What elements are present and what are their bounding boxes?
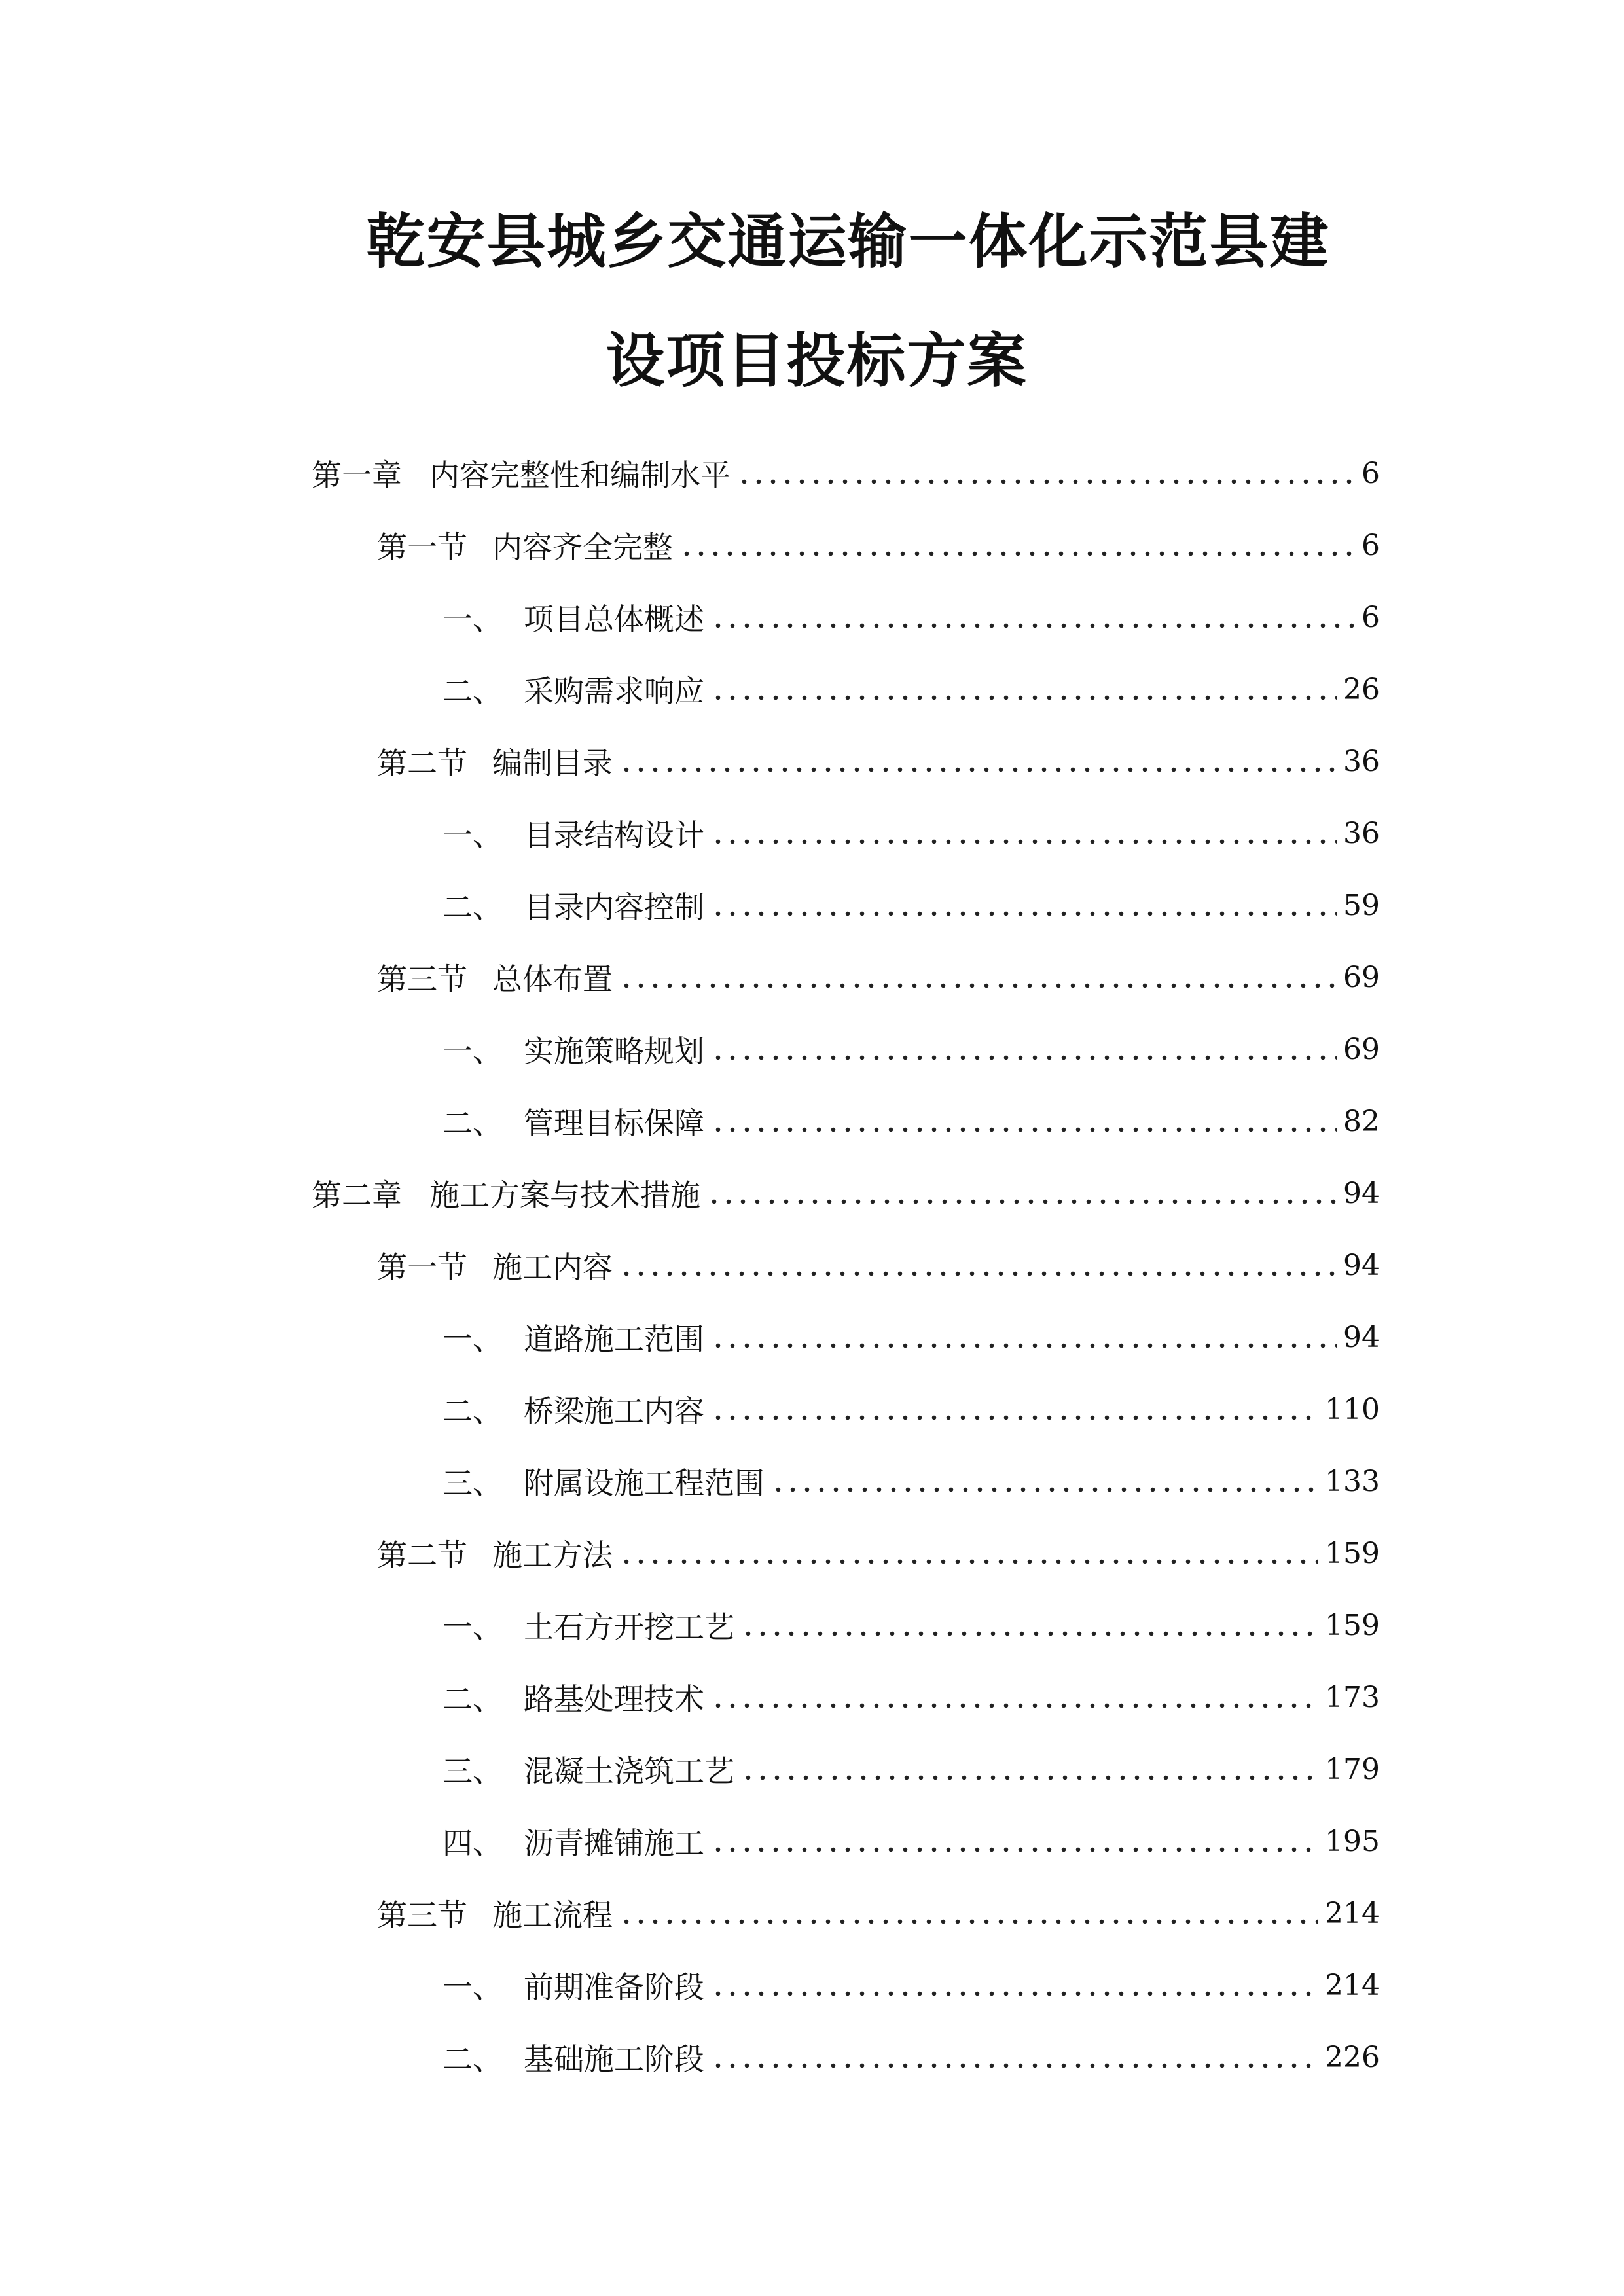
toc-entry-subsection[interactable] [442, 2021, 1380, 2093]
dot-leader [737, 479, 1355, 484]
toc-entry-number: 三、 [442, 1753, 503, 1789]
dot-leader [619, 983, 1337, 988]
toc-page-number: 195 [1325, 1824, 1380, 1858]
toc-entry-text: 编制目录 [492, 745, 613, 781]
dot-leader [711, 1847, 1318, 1852]
toc-entry-text: 采购需求响应 [524, 673, 704, 709]
toc-page-number: 94 [1343, 1176, 1380, 1210]
toc-page-number: 159 [1325, 1536, 1380, 1570]
toc-entry-text: 实施策略规划 [524, 1033, 704, 1069]
dot-leader [711, 695, 1337, 700]
toc-entry-text: 基础施工阶段 [524, 2041, 704, 2077]
toc-entry-text: 项目总体概述 [524, 601, 704, 637]
toc-entry-number: 四、 [442, 1825, 503, 1861]
dot-leader [711, 1991, 1318, 1996]
toc-entry-label [312, 1172, 700, 1215]
toc-entry-number: 二、 [442, 1105, 503, 1141]
toc-entry-number: 一、 [442, 817, 503, 853]
toc-page-number: 26 [1343, 672, 1380, 706]
toc-entry-text: 前期准备阶段 [524, 1969, 704, 2005]
toc-entry-number: 二、 [442, 673, 503, 709]
toc-page-number: 173 [1325, 1680, 1380, 1714]
toc-page-number: 179 [1325, 1752, 1380, 1786]
toc-entry-section[interactable] [377, 941, 1380, 1013]
dot-leader [679, 551, 1355, 556]
toc-entry-number: 一、 [442, 1609, 503, 1645]
toc-entry-label [377, 1244, 613, 1287]
toc-entry-section[interactable] [377, 1517, 1380, 1589]
toc-entry-label [377, 1532, 613, 1575]
toc-entry-subsection[interactable] [442, 1949, 1380, 2021]
toc-entry-subsection[interactable] [442, 1589, 1380, 1661]
toc-entry-label [377, 1892, 613, 1935]
toc-entry-subsection[interactable] [442, 1013, 1380, 1085]
toc-entry-number: 第三节 [377, 1897, 467, 1933]
toc-entry-section[interactable] [377, 509, 1380, 581]
toc-entry-text: 目录结构设计 [524, 817, 704, 853]
toc-entry-number: 第一节 [377, 1249, 467, 1285]
toc-entry-section[interactable] [377, 1229, 1380, 1301]
toc-entry-number: 一、 [442, 1969, 503, 2005]
toc-entry-label [442, 2036, 704, 2079]
toc-entry-label [377, 956, 613, 999]
dot-leader [711, 1703, 1318, 1708]
toc-entry-label [442, 1820, 704, 1863]
toc-entry-label [442, 1100, 704, 1143]
toc-entry-label [377, 740, 613, 783]
toc-entry-label [442, 1964, 704, 2007]
toc-entry-subsection[interactable] [442, 1373, 1380, 1445]
toc-entry-number: 三、 [442, 1465, 503, 1501]
toc-entry-label [312, 452, 731, 495]
dot-leader [711, 839, 1337, 844]
toc-entry-number: 二、 [442, 2041, 503, 2077]
dot-leader [711, 1343, 1337, 1348]
toc-page-number: 69 [1343, 960, 1380, 994]
toc-entry-subsection[interactable] [442, 1661, 1380, 1733]
toc-entry-section[interactable] [377, 725, 1380, 797]
toc-entry-text: 附属设施工程范围 [524, 1465, 765, 1501]
toc-entry-text: 混凝土浇筑工艺 [524, 1753, 734, 1789]
toc-entry-text: 施工流程 [492, 1897, 613, 1933]
dot-leader [711, 623, 1355, 628]
toc-entry-label [442, 812, 704, 855]
toc-page-number: 82 [1343, 1104, 1380, 1138]
toc-entry-subsection[interactable] [442, 653, 1380, 725]
dot-leader [619, 767, 1337, 772]
toc-entry-text: 管理目标保障 [524, 1105, 704, 1141]
toc-entry-text: 路基处理技术 [524, 1681, 704, 1717]
toc-entry-number: 一、 [442, 1321, 503, 1357]
toc-entry-text: 施工方法 [492, 1537, 613, 1573]
toc-entry-text: 内容完整性和编制水平 [429, 457, 731, 493]
toc-page-number: 36 [1343, 744, 1380, 778]
toc-entry-text: 桥梁施工内容 [524, 1393, 704, 1429]
document-title-line-1: 乾安县城乡交通运输一体化示范县建 [366, 207, 1330, 276]
dot-leader [741, 1775, 1318, 1780]
toc-page-number: 214 [1325, 1968, 1380, 2002]
toc-entry-label [442, 1316, 704, 1359]
toc-entry-section[interactable] [377, 1877, 1380, 1949]
dot-leader [707, 1199, 1337, 1204]
toc-page-number: 6 [1362, 528, 1380, 562]
toc-entry-number: 二、 [442, 1393, 503, 1429]
toc-page-number: 69 [1343, 1032, 1380, 1066]
toc-entry-subsection[interactable] [442, 1445, 1380, 1517]
dot-leader [619, 1271, 1337, 1276]
dot-leader [711, 1127, 1337, 1132]
toc-entry-number: 一、 [442, 601, 503, 637]
toc-entry-subsection[interactable] [442, 1733, 1380, 1805]
toc-page-number: 226 [1325, 2040, 1380, 2074]
dot-leader [711, 2063, 1318, 2068]
toc-entry-number: 第二节 [377, 745, 467, 781]
toc-entry-subsection[interactable] [442, 1805, 1380, 1877]
toc-entry-text: 土石方开挖工艺 [524, 1609, 734, 1645]
toc-entry-label [442, 596, 704, 639]
toc-entry-text: 道路施工范围 [524, 1321, 704, 1357]
document-title-line-2: 设项目投标方案 [605, 327, 1028, 395]
toc-entry-number: 第二章 [312, 1177, 402, 1213]
toc-page-number: 214 [1325, 1896, 1380, 1930]
dot-leader [711, 911, 1337, 916]
toc-entry-text: 总体布置 [492, 961, 613, 997]
toc-entry-number: 二、 [442, 1681, 503, 1717]
toc-entry-number: 第三节 [377, 961, 467, 997]
toc-entry-subsection[interactable] [442, 1085, 1380, 1157]
toc-entry-label [442, 1388, 704, 1431]
toc-entry-label [442, 1028, 704, 1071]
toc-entry-chapter[interactable] [312, 1157, 1380, 1229]
toc-entry-subsection[interactable] [442, 869, 1380, 941]
toc-entry-label [442, 1604, 734, 1647]
toc-entry-subsection[interactable] [442, 1301, 1380, 1373]
toc-page-number: 6 [1362, 456, 1380, 490]
toc-entry-label [442, 884, 704, 927]
toc-entry-label [442, 1460, 765, 1503]
toc-entry-subsection[interactable] [442, 581, 1380, 653]
toc-entry-text: 施工内容 [492, 1249, 613, 1285]
toc-entry-chapter[interactable] [312, 437, 1380, 509]
toc-entry-number: 二、 [442, 889, 503, 925]
toc-page-number: 159 [1325, 1608, 1380, 1642]
toc-page-number: 110 [1325, 1392, 1380, 1426]
toc-entry-text: 沥青摊铺施工 [524, 1825, 704, 1861]
toc-page-number: 94 [1343, 1320, 1380, 1354]
toc-entry-text: 内容齐全完整 [492, 529, 673, 565]
toc-page-number: 6 [1362, 600, 1380, 634]
toc-entry-number: 第一章 [312, 457, 402, 493]
toc-page-number: 94 [1343, 1248, 1380, 1282]
toc-entry-label [442, 668, 704, 711]
toc-entry-label [442, 1748, 734, 1791]
dot-leader [619, 1919, 1318, 1924]
toc-page-number: 59 [1343, 888, 1380, 922]
toc-entry-number: 第二节 [377, 1537, 467, 1573]
dot-leader [711, 1415, 1318, 1420]
toc-page-number: 36 [1343, 816, 1380, 850]
dot-leader [741, 1631, 1318, 1636]
toc-entry-text: 施工方案与技术措施 [429, 1177, 700, 1213]
toc-entry-label [377, 524, 673, 567]
toc-page-number: 133 [1325, 1464, 1380, 1498]
toc-entry-text: 目录内容控制 [524, 889, 704, 925]
toc-entry-subsection[interactable] [442, 797, 1380, 869]
dot-leader [619, 1559, 1318, 1564]
toc-entry-number: 一、 [442, 1033, 503, 1069]
toc-entry-label [442, 1676, 704, 1719]
toc-entry-number: 第一节 [377, 529, 467, 565]
dot-leader [771, 1487, 1318, 1492]
dot-leader [711, 1055, 1337, 1060]
